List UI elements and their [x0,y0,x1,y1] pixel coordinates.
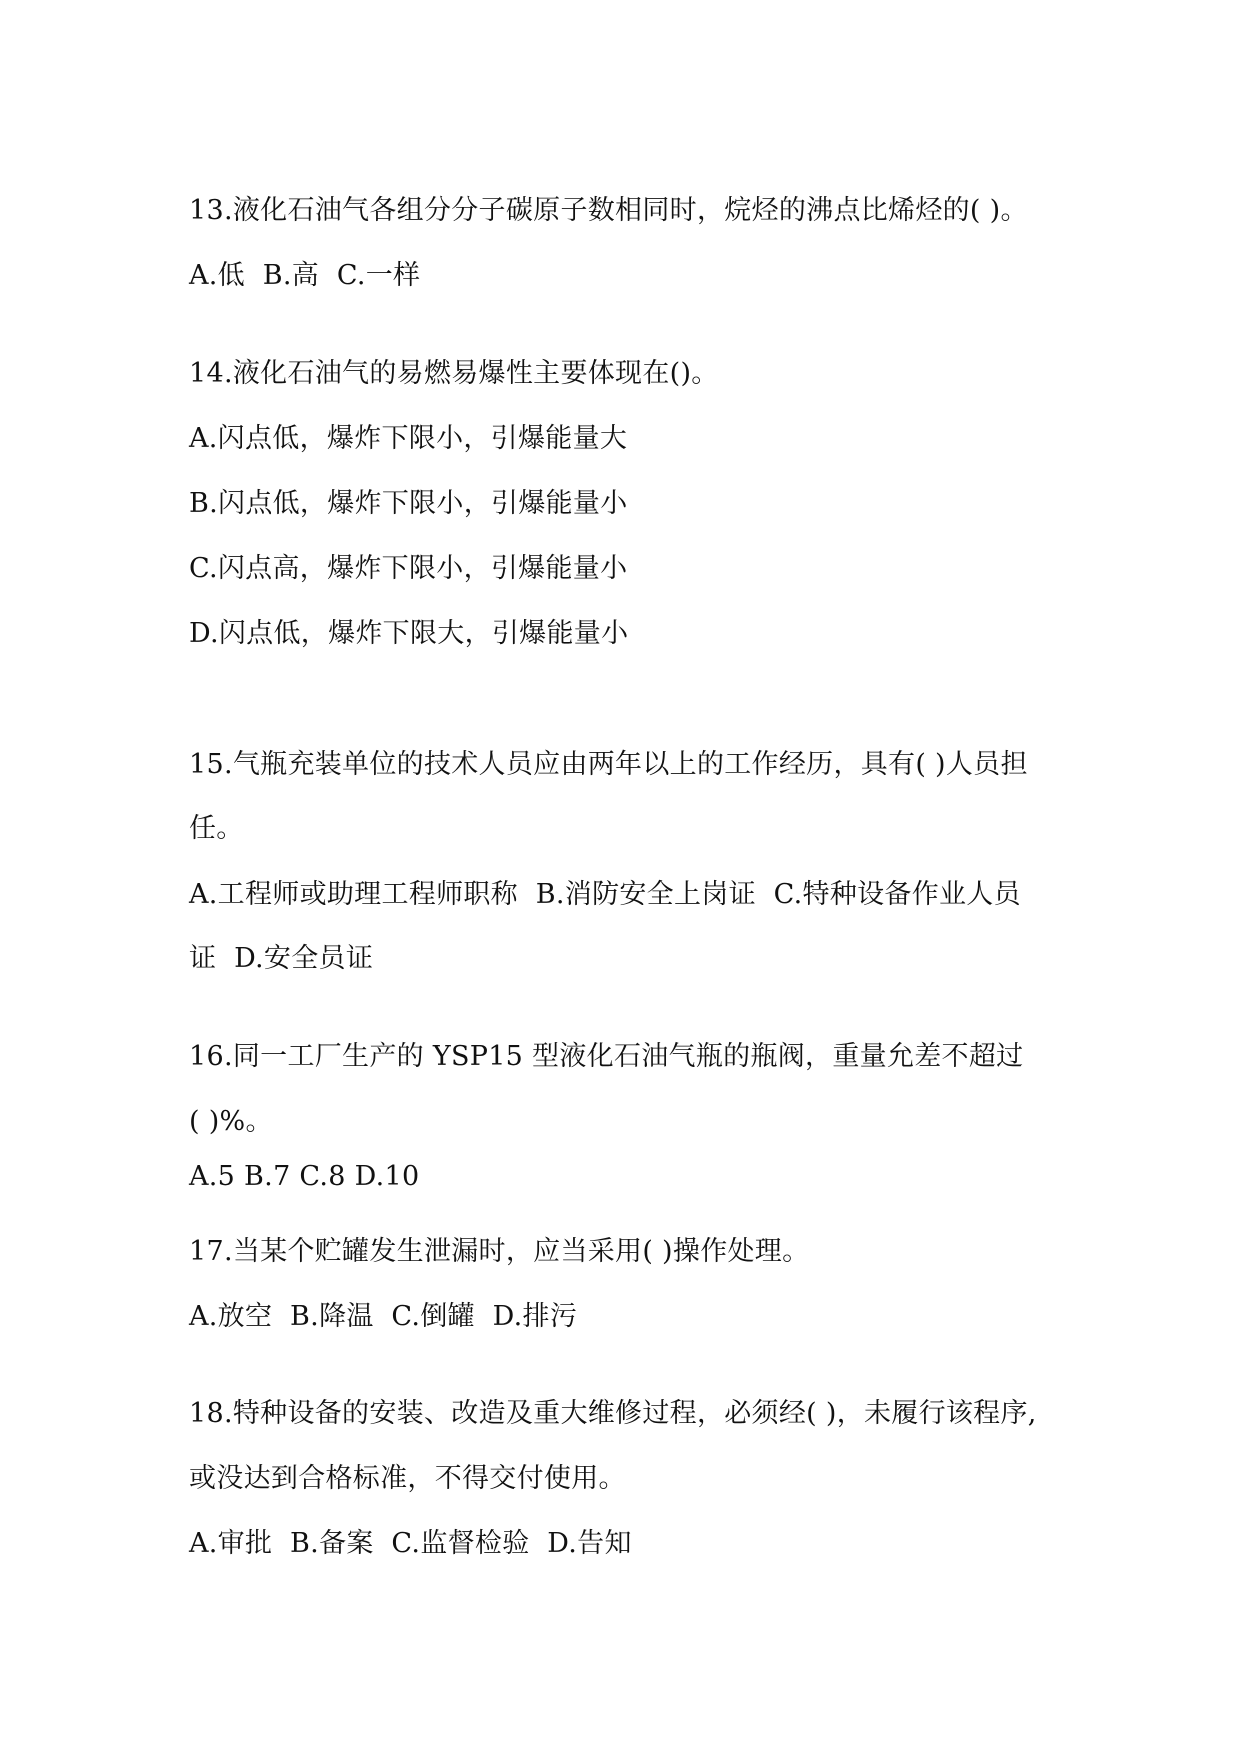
question-15-options-line-2: 证 D.安全员证 [189,943,374,974]
question-17-options: A.放空 B.降温 C.倒罐 D.排污 [189,1301,578,1332]
question-13-stem: 13.液化石油气各组分分子碳原子数相同时，烷烃的沸点比烯烃的( )。 [189,195,1028,226]
question-14-option-a: A.闪点低，爆炸下限小，引爆能量大 [189,423,628,454]
question-15-stem-line-1: 15.气瓶充装单位的技术人员应由两年以上的工作经历，具有( )人员担 [189,749,1028,780]
question-15-options-line-1: A.工程师或助理工程师职称 B.消防安全上岗证 C.特种设备作业人员 [189,879,1021,910]
question-16-options: A.5 B.7 C.8 D.10 [189,1161,420,1192]
question-17-stem: 17.当某个贮罐发生泄漏时，应当采用( )操作处理。 [189,1236,810,1267]
question-18-options: A.审批 B.备案 C.监督检验 D.告知 [189,1528,632,1559]
question-14-option-b: B.闪点低，爆炸下限小，引爆能量小 [189,488,628,519]
question-18-stem-line-1: 18.特种设备的安装、改造及重大维修过程，必须经( )，未履行该程序, [189,1398,1037,1429]
question-18-stem-line-2: 或没达到合格标准，不得交付使用。 [189,1463,626,1494]
question-14-option-c: C.闪点高，爆炸下限小，引爆能量小 [189,553,628,584]
question-14-stem: 14.液化石油气的易燃易爆性主要体现在()。 [189,358,719,389]
question-13-options: A.低 B.高 C.一样 [189,260,421,291]
question-15-stem-line-2: 任。 [189,813,244,844]
question-16-stem-line-2: ( )%。 [189,1106,273,1137]
question-14-option-d: D.闪点低，爆炸下限大，引爆能量小 [189,618,629,649]
question-16-stem-line-1: 16.同一工厂生产的 YSP15 型液化石油气瓶的瓶阀，重量允差不超过 [189,1041,1024,1072]
